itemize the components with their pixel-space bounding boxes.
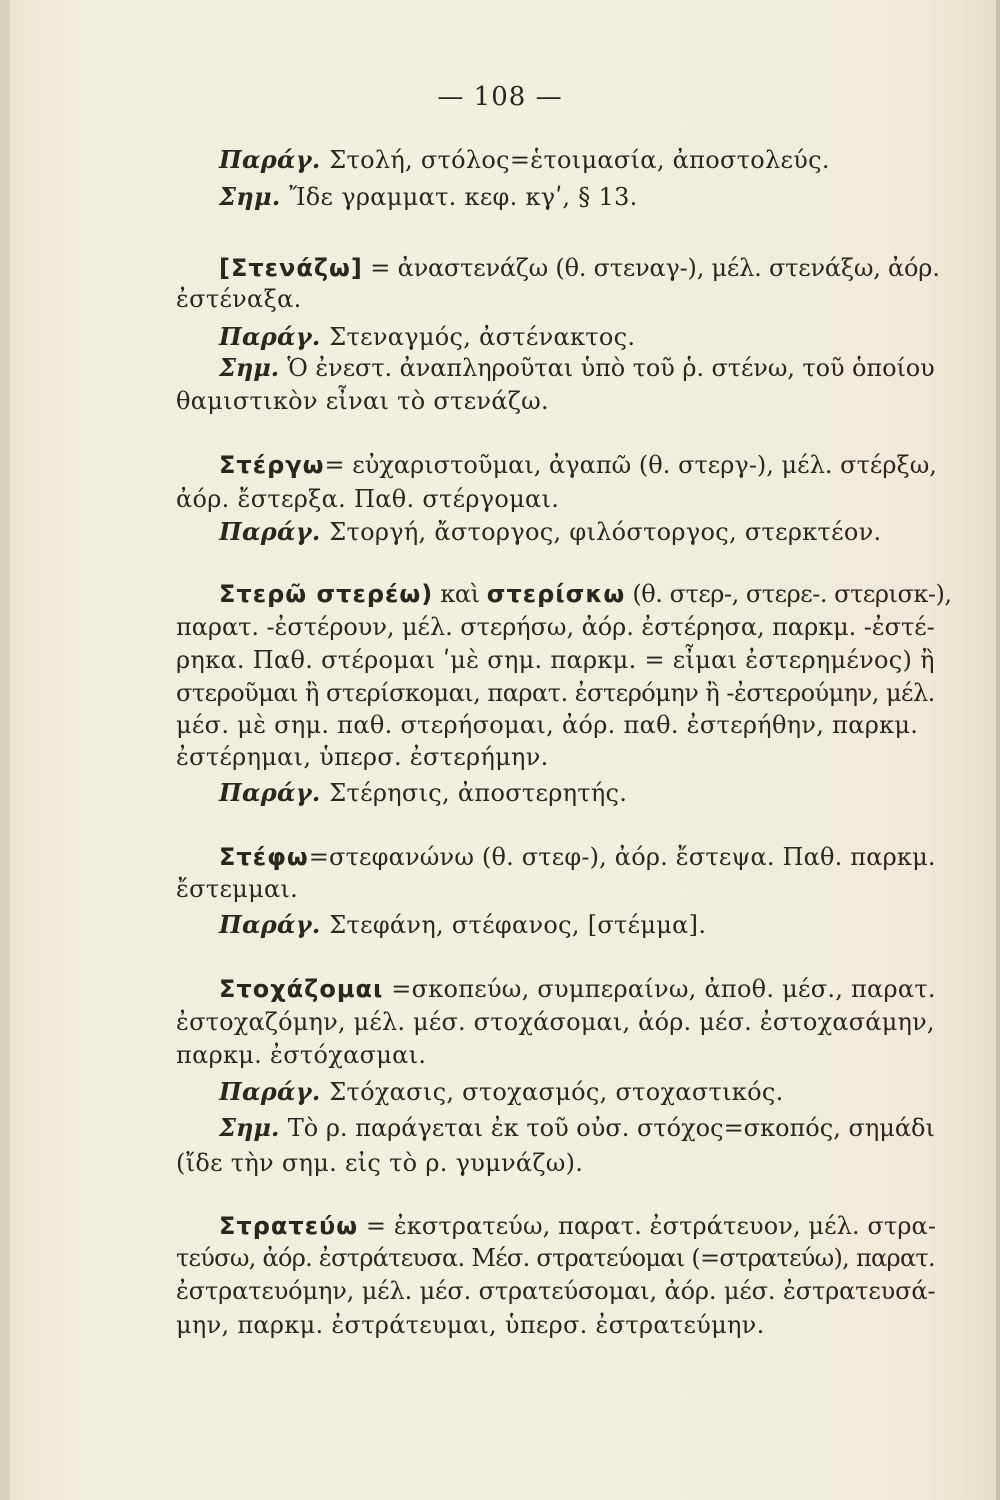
headword: Στοχάζομαι — [219, 975, 384, 1003]
text-line: Παράγ. Στεφάνη, στέφανος, [στέμμα]. — [219, 910, 707, 939]
text-line: Σημ. Ὁ ἐνεστ. ἀναπληροῦται ὑπὸ τοῦ ῥ. στένω, τοῦ ὁποίου — [219, 353, 935, 382]
text-line: Σημ. Ἴδε γραμματ. κεφ. κγʹ, § 13. — [219, 182, 638, 211]
headword: Στερῶ στερέω) — [219, 580, 434, 608]
text-line: παρατ. -ἐστέρουν, μέλ. στερήσω, ἀόρ. ἐστέρησα, παρκμ. -ἐστέ- — [176, 613, 935, 641]
text-line: Παράγ. Στέρησις, ἀποστερητής. — [219, 778, 628, 807]
text-line: Παράγ. Στόχασις, στοχασμός, στοχαστικός. — [219, 1077, 784, 1106]
page-edge-left — [0, 0, 10, 1500]
text-line: μην, παρκμ. ἐστράτευμαι, ὑπερσ. ἐστρατεύμην. — [176, 1311, 765, 1339]
text-line: ἔστεμμαι. — [176, 875, 299, 903]
text-line: στεροῦμαι ἢ στερίσκομαι, παρατ. ἐστερόμην ἢ -ἐστερούμην, μέλ. — [176, 679, 935, 707]
text-line: ἐστοχαζόμην, μέλ. μέσ. στοχάσομαι, ἀόρ. μέσ. ἐστοχασάμην, — [176, 1008, 935, 1036]
headword: Στρατεύω — [219, 1212, 359, 1240]
text-line: παρκμ. ἐστόχασμαι. — [176, 1041, 427, 1069]
headword: Στέφω — [219, 843, 309, 871]
page-edge-right — [996, 0, 1000, 1500]
page-number: — 108 — — [437, 82, 563, 112]
entry-headline: Στερῶ στερέω) καὶ στερίσκω (θ. στερ-, στερε-. στερισκ-), — [219, 580, 952, 608]
headword: Στέργω — [219, 451, 325, 479]
text-line: ἀόρ. ἔστερξα. Παθ. στέργομαι. — [176, 485, 560, 513]
entry-headline: Στέργω= εὐχαριστοῦμαι, ἀγαπῶ (θ. στεργ-), μέλ. στέρξω, — [219, 451, 937, 479]
entry-headline: Στρατεύω = ἐκστρατεύω, παρατ. ἐστράτευον, μέλ. στρα- — [219, 1212, 937, 1240]
text-line: μέσ. μὲ σημ. παθ. στερήσομαι, ἀόρ. παθ. ἐστερήθην, παρκμ. — [176, 711, 919, 739]
text-line: Παράγ. Στεναγμός, ἀστένακτος. — [219, 322, 636, 351]
headword: [Στενάζω] — [219, 254, 363, 282]
entry-headline: Στοχάζομαι =σκοπεύω, συμπεραίνω, ἀποθ. μέσ., παρατ. — [219, 975, 936, 1003]
text-line: ἐστέναξα. — [176, 285, 302, 313]
text-line: ἐστρατευόμην, μέλ. μέσ. στρατεύσομαι, ἀόρ. μέσ. ἐστρατευσά- — [176, 1277, 936, 1305]
text-line: (ἴδε τὴν σημ. εἰς τὸ ρ. γυμνάζω). — [176, 1149, 584, 1177]
text-line: ἐστέρημαι, ὑπερσ. ἐστερήμην. — [176, 743, 549, 771]
text-line: ρηκα. Παθ. στέρομαι ʹμὲ σημ. παρκμ. = εἶμαι ἐστερημένος) ἢ — [176, 646, 935, 674]
entry-headline: Στέφω=στεφανώνω (θ. στεφ-), ἀόρ. ἔστεψα. Παθ. παρκμ. — [219, 843, 936, 871]
text-line: Παράγ. Στοργή, ἄστοργος, φιλόστοργος, στερκτέον. — [219, 517, 882, 546]
text-line: Σημ. Τὸ ρ. παράγεται ἐκ τοῦ οὐσ. στόχος=σκοπός, σημάδι — [219, 1113, 935, 1142]
headword: στερίσκω — [486, 580, 626, 608]
text-line: θαμιστικὸν εἶναι τὸ στενάζω. — [176, 387, 549, 415]
text-line: τεύσω, ἀόρ. ἐστράτευσα. Μέσ. στρατεύομαι (=στρατεύω), παρατ. — [176, 1244, 935, 1272]
text-line: Παράγ. Στολή, στόλος=ἑτοιμασία, ἀποστολεύς. — [219, 145, 830, 174]
entry-headline: [Στενάζω] = ἀναστενάζω (θ. στεναγ-), μέλ. στενάξω, ἀόρ. — [219, 254, 940, 282]
